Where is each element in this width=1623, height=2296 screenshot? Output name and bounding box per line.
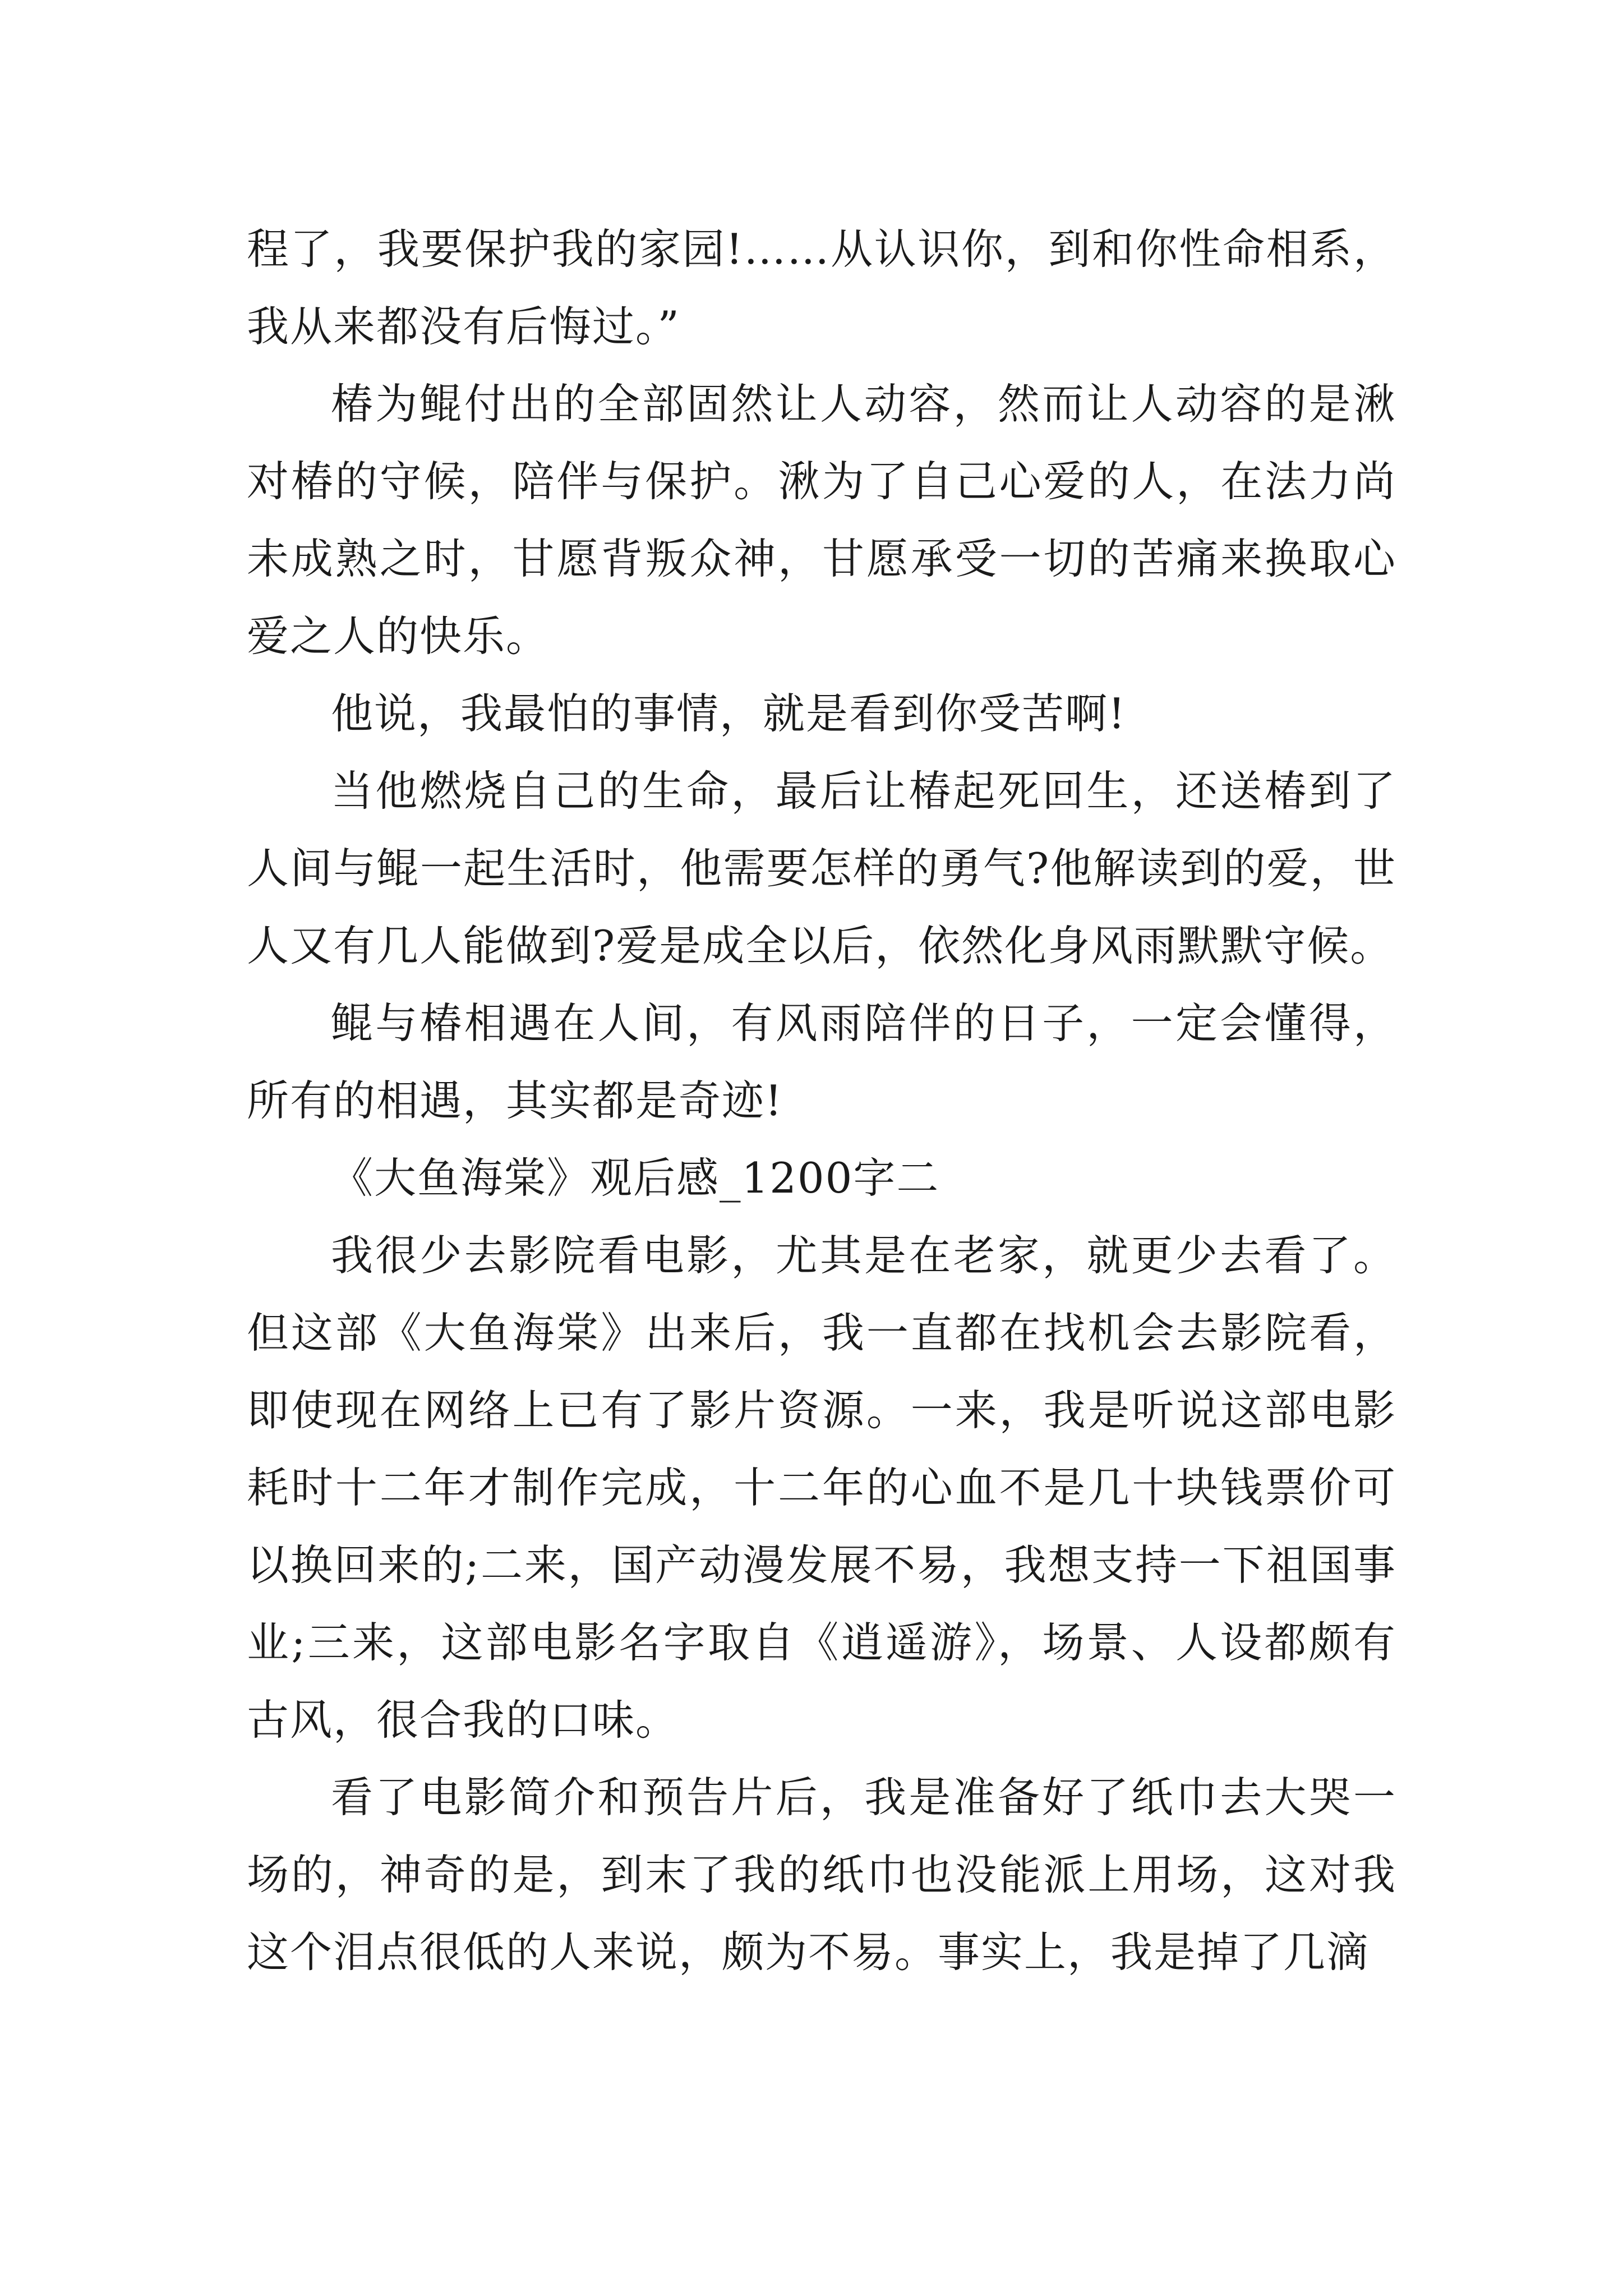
document-body xyxy=(247,210,1396,1991)
paragraph-6: 我很少去影院看电影，尤其是在老家，就更少去看了。但这部《大鱼海棠》出来后，我一直都在找机会去影院看，即使现在网络上已有了影片资源。一来，我是听说这部电影耗时十二年才制作完成，十二年的心血不是几十块钱票价可以换回来的;二来，国产动漫发展不易，我想支持一下祖国事业;三来，这部电影名字取自《逍遥游》，场景、人设都颇有古风，很合我的口味。 xyxy=(247,1231,1396,1745)
paragraph-4: 当他燃烧自己的生命，最后让椿起死回生，还送椿到了人间与鲲一起生活时，他需要怎样的勇气?他解读到的爱，世人又有几人能做到?爱是成全以后，依然化身风雨默默守候。 xyxy=(247,766,1396,970)
paragraph-5: 鲲与椿相遇在人间，有风雨陪伴的日子，一定会懂得，所有的相遇，其实都是奇迹! xyxy=(247,999,1396,1125)
paragraph-1: 程了，我要保护我的家园!……从认识你，到和你性命相系，我从来都没有后悔过。” xyxy=(247,224,1396,351)
paragraph-7: 看了电影简介和预告片后，我是准备好了纸巾去大哭一场的，神奇的是，到末了我的纸巾也没能派上用场，这对我这个泪点很低的人来说，颇为不易。事实上，我是掉了几滴 xyxy=(247,1773,1396,1977)
paragraph-2: 椿为鲲付出的全部固然让人动容，然而让人动容的是湫对椿的守候，陪伴与保护。湫为了自己心爱的人，在法力尚未成熟之时，甘愿背叛众神，甘愿承受一切的苦痛来换取心爱之人的快乐。 xyxy=(247,379,1396,661)
paragraph-3: 他说，我最怕的事情，就是看到你受苦啊! xyxy=(331,689,1127,738)
section-heading: 《大鱼海棠》观后感_1200字二 xyxy=(331,1153,940,1203)
